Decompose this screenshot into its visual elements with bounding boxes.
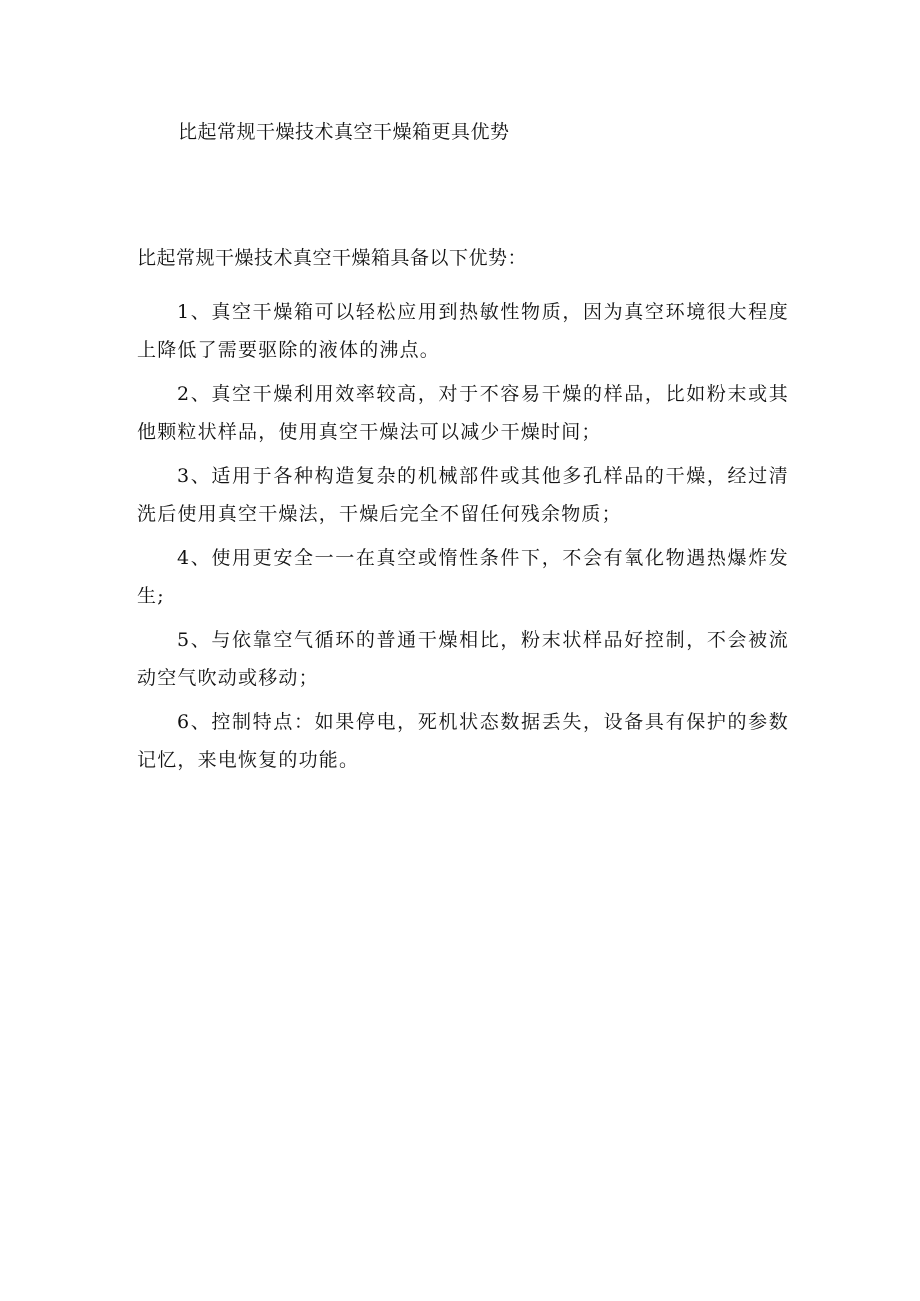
document-title: 比起常规干燥技术真空干燥箱更具优势 (178, 121, 510, 143)
advantage-item-1: 1、真空干燥箱可以轻松应用到热敏性物质，因为真空环境很大程度上降低了需要驱除的液体的沸点。 (137, 301, 789, 361)
advantage-item-6: 6、控制特点：如果停电，死机状态数据丢失，设备具有保护的参数记忆，来电恢复的功能。 (137, 711, 789, 771)
advantage-item-4: 4、使用更安全一一在真空或惰性条件下，不会有氧化物遇热爆炸发生; (137, 547, 789, 607)
advantage-item-3: 3、适用于各种构造复杂的机械部件或其他多孔样品的干燥，经过清洗后使用真空干燥法，干燥后完全不留任何残余物质； (137, 465, 789, 525)
advantages-list (137, 293, 789, 785)
advantage-item-2: 2、真空干燥利用效率较高，对于不容易干燥的样品，比如粉末或其他颗粒状样品，使用真空干燥法可以减少干燥时间； (137, 383, 789, 443)
intro-paragraph: 比起常规干燥技术真空干燥箱具备以下优势： (137, 247, 528, 269)
advantage-item-5: 5、与依靠空气循环的普通干燥相比，粉末状样品好控制，不会被流动空气吹动或移动； (137, 629, 789, 689)
